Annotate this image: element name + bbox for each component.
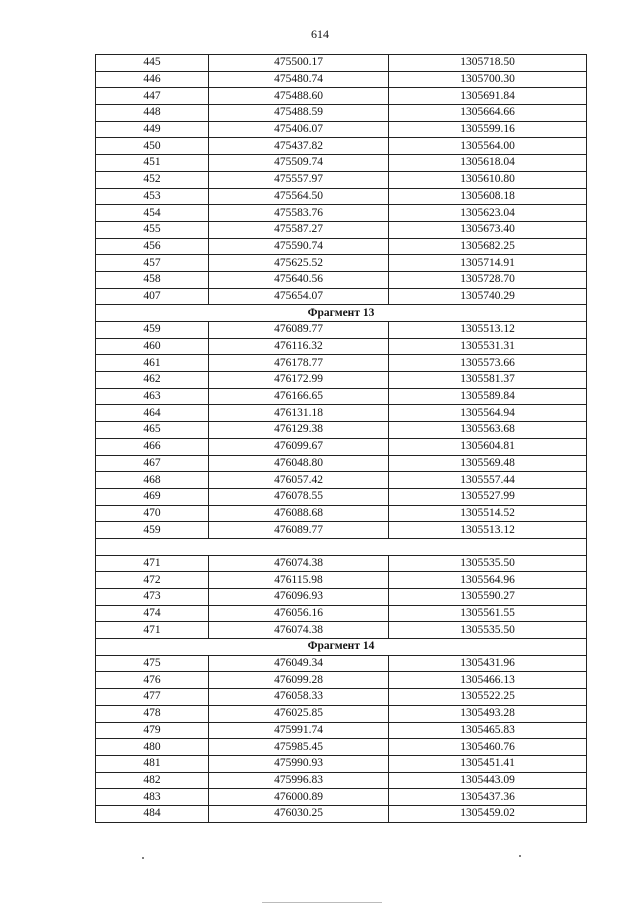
- x-coordinate-cell: 476049.34: [209, 655, 389, 672]
- scan-speck-left: [142, 857, 144, 859]
- y-coordinate-cell: 1305431.96: [389, 655, 587, 672]
- table-row: [96, 789, 587, 806]
- x-coordinate-cell: 476089.77: [209, 522, 389, 539]
- y-coordinate-cell: 1305522.25: [389, 689, 587, 706]
- x-coordinate-cell: 476166.65: [209, 388, 389, 405]
- x-coordinate-cell: 475583.76: [209, 205, 389, 222]
- y-coordinate-cell: 1305514.52: [389, 505, 587, 522]
- point-number-cell: 457: [96, 255, 209, 272]
- point-number-cell: 483: [96, 789, 209, 806]
- x-coordinate-cell: 475557.97: [209, 171, 389, 188]
- x-coordinate-cell: 475509.74: [209, 155, 389, 172]
- table-row: [96, 488, 587, 505]
- x-coordinate-cell: 475500.17: [209, 55, 389, 72]
- coordinates-table-body: [96, 55, 587, 823]
- y-coordinate-cell: 1305466.13: [389, 672, 587, 689]
- y-coordinate-cell: 1305561.55: [389, 605, 587, 622]
- fragment-header: Фрагмент 13: [96, 305, 587, 322]
- y-coordinate-cell: 1305599.16: [389, 121, 587, 138]
- y-coordinate-cell: 1305589.84: [389, 388, 587, 405]
- coordinates-table: [95, 54, 587, 823]
- point-number-cell: 468: [96, 472, 209, 489]
- point-number-cell: 471: [96, 555, 209, 572]
- x-coordinate-cell: 475590.74: [209, 238, 389, 255]
- y-coordinate-cell: 1305623.04: [389, 205, 587, 222]
- table-row: [96, 255, 587, 272]
- x-coordinate-cell: 476057.42: [209, 472, 389, 489]
- x-coordinate-cell: 476078.55: [209, 488, 389, 505]
- point-number-cell: 462: [96, 372, 209, 389]
- point-number-cell: 456: [96, 238, 209, 255]
- point-number-cell: 407: [96, 288, 209, 305]
- x-coordinate-cell: 475480.74: [209, 71, 389, 88]
- table-row: [96, 205, 587, 222]
- y-coordinate-cell: 1305493.28: [389, 705, 587, 722]
- table-row: [96, 88, 587, 105]
- table-row: [96, 171, 587, 188]
- y-coordinate-cell: 1305527.99: [389, 488, 587, 505]
- point-number-cell: 479: [96, 722, 209, 739]
- y-coordinate-cell: 1305563.68: [389, 422, 587, 439]
- y-coordinate-cell: 1305691.84: [389, 88, 587, 105]
- y-coordinate-cell: 1305535.50: [389, 622, 587, 639]
- x-coordinate-cell: 476000.89: [209, 789, 389, 806]
- point-number-cell: 475: [96, 655, 209, 672]
- point-number-cell: 482: [96, 772, 209, 789]
- point-number-cell: 454: [96, 205, 209, 222]
- y-coordinate-cell: 1305459.02: [389, 805, 587, 822]
- x-coordinate-cell: 475625.52: [209, 255, 389, 272]
- point-number-cell: 470: [96, 505, 209, 522]
- table-row: [96, 505, 587, 522]
- table-row: [96, 689, 587, 706]
- x-coordinate-cell: 476115.98: [209, 572, 389, 589]
- table-row: [96, 555, 587, 572]
- x-coordinate-cell: 476088.68: [209, 505, 389, 522]
- page-number: 614: [311, 27, 329, 41]
- point-number-cell: 467: [96, 455, 209, 472]
- x-coordinate-cell: 475990.93: [209, 755, 389, 772]
- point-number-cell: 453: [96, 188, 209, 205]
- y-coordinate-cell: 1305581.37: [389, 372, 587, 389]
- point-number-cell: 459: [96, 522, 209, 539]
- table-row: [96, 155, 587, 172]
- point-number-cell: 477: [96, 689, 209, 706]
- table-row: [96, 221, 587, 238]
- table-row: [96, 622, 587, 639]
- point-number-cell: 461: [96, 355, 209, 372]
- point-number-cell: 464: [96, 405, 209, 422]
- y-coordinate-cell: 1305564.00: [389, 138, 587, 155]
- point-number-cell: 474: [96, 605, 209, 622]
- table-row: [96, 739, 587, 756]
- y-coordinate-cell: 1305535.50: [389, 555, 587, 572]
- y-coordinate-cell: 1305564.96: [389, 572, 587, 589]
- table-row: [96, 105, 587, 122]
- y-coordinate-cell: 1305618.04: [389, 155, 587, 172]
- y-coordinate-cell: 1305728.70: [389, 271, 587, 288]
- y-coordinate-cell: 1305604.81: [389, 438, 587, 455]
- x-coordinate-cell: 476129.38: [209, 422, 389, 439]
- point-number-cell: 466: [96, 438, 209, 455]
- fragment-header: Фрагмент 14: [96, 639, 587, 656]
- x-coordinate-cell: 475488.60: [209, 88, 389, 105]
- point-number-cell: 449: [96, 121, 209, 138]
- table-row: [96, 355, 587, 372]
- table-row: [96, 238, 587, 255]
- table-row: [96, 589, 587, 606]
- y-coordinate-cell: 1305443.09: [389, 772, 587, 789]
- table-row: [96, 805, 587, 822]
- y-coordinate-cell: 1305714.91: [389, 255, 587, 272]
- y-coordinate-cell: 1305608.18: [389, 188, 587, 205]
- table-row: [96, 71, 587, 88]
- table-row: [96, 755, 587, 772]
- x-coordinate-cell: 475640.56: [209, 271, 389, 288]
- x-coordinate-cell: 476048.80: [209, 455, 389, 472]
- table-row: [96, 605, 587, 622]
- x-coordinate-cell: 476058.33: [209, 689, 389, 706]
- y-coordinate-cell: 1305460.76: [389, 739, 587, 756]
- table-row: [96, 55, 587, 72]
- x-coordinate-cell: 476172.99: [209, 372, 389, 389]
- table-row: [96, 121, 587, 138]
- y-coordinate-cell: 1305700.30: [389, 71, 587, 88]
- table-row: [96, 472, 587, 489]
- table-row: [96, 722, 587, 739]
- point-number-cell: 452: [96, 171, 209, 188]
- point-number-cell: 455: [96, 221, 209, 238]
- y-coordinate-cell: 1305740.29: [389, 288, 587, 305]
- y-coordinate-cell: 1305673.40: [389, 221, 587, 238]
- y-coordinate-cell: 1305573.66: [389, 355, 587, 372]
- table-row: [96, 438, 587, 455]
- y-coordinate-cell: 1305513.12: [389, 522, 587, 539]
- point-number-cell: 445: [96, 55, 209, 72]
- point-number-cell: 469: [96, 488, 209, 505]
- table-row: [96, 572, 587, 589]
- table-row: [96, 188, 587, 205]
- x-coordinate-cell: 475437.82: [209, 138, 389, 155]
- blank-separator: [96, 538, 587, 555]
- scan-artifact-line: [262, 902, 382, 903]
- point-number-cell: 478: [96, 705, 209, 722]
- point-number-cell: 459: [96, 322, 209, 339]
- point-number-cell: 463: [96, 388, 209, 405]
- table-row: [96, 372, 587, 389]
- table-row: [96, 405, 587, 422]
- point-number-cell: 481: [96, 755, 209, 772]
- table-row: [96, 522, 587, 539]
- point-number-cell: 446: [96, 71, 209, 88]
- x-coordinate-cell: 476074.38: [209, 622, 389, 639]
- y-coordinate-cell: 1305610.80: [389, 171, 587, 188]
- x-coordinate-cell: 476131.18: [209, 405, 389, 422]
- table-row: [96, 772, 587, 789]
- x-coordinate-cell: 475985.45: [209, 739, 389, 756]
- x-coordinate-cell: 476056.16: [209, 605, 389, 622]
- x-coordinate-cell: 475996.83: [209, 772, 389, 789]
- y-coordinate-cell: 1305465.83: [389, 722, 587, 739]
- x-coordinate-cell: 476178.77: [209, 355, 389, 372]
- point-number-cell: 458: [96, 271, 209, 288]
- y-coordinate-cell: 1305451.41: [389, 755, 587, 772]
- y-coordinate-cell: 1305531.31: [389, 338, 587, 355]
- blank-separator-row: [96, 538, 587, 555]
- point-number-cell: 472: [96, 572, 209, 589]
- point-number-cell: 480: [96, 739, 209, 756]
- point-number-cell: 460: [96, 338, 209, 355]
- table-row: [96, 388, 587, 405]
- table-row: [96, 655, 587, 672]
- table-row: [96, 455, 587, 472]
- x-coordinate-cell: 476116.32: [209, 338, 389, 355]
- point-number-cell: 447: [96, 88, 209, 105]
- y-coordinate-cell: 1305664.66: [389, 105, 587, 122]
- fragment-header-row: [96, 305, 587, 322]
- x-coordinate-cell: 476030.25: [209, 805, 389, 822]
- y-coordinate-cell: 1305590.27: [389, 589, 587, 606]
- table-row: [96, 322, 587, 339]
- x-coordinate-cell: 475991.74: [209, 722, 389, 739]
- fragment-header-row: [96, 639, 587, 656]
- y-coordinate-cell: 1305564.94: [389, 405, 587, 422]
- point-number-cell: 448: [96, 105, 209, 122]
- x-coordinate-cell: 476089.77: [209, 322, 389, 339]
- y-coordinate-cell: 1305569.48: [389, 455, 587, 472]
- point-number-cell: 451: [96, 155, 209, 172]
- y-coordinate-cell: 1305437.36: [389, 789, 587, 806]
- x-coordinate-cell: 476099.67: [209, 438, 389, 455]
- y-coordinate-cell: 1305718.50: [389, 55, 587, 72]
- table-row: [96, 705, 587, 722]
- table-row: [96, 138, 587, 155]
- x-coordinate-cell: 475564.50: [209, 188, 389, 205]
- x-coordinate-cell: 475587.27: [209, 221, 389, 238]
- x-coordinate-cell: 476099.28: [209, 672, 389, 689]
- x-coordinate-cell: 476025.85: [209, 705, 389, 722]
- x-coordinate-cell: 475406.07: [209, 121, 389, 138]
- point-number-cell: 471: [96, 622, 209, 639]
- point-number-cell: 450: [96, 138, 209, 155]
- y-coordinate-cell: 1305513.12: [389, 322, 587, 339]
- y-coordinate-cell: 1305557.44: [389, 472, 587, 489]
- table-row: [96, 672, 587, 689]
- table-row: [96, 271, 587, 288]
- point-number-cell: 484: [96, 805, 209, 822]
- point-number-cell: 465: [96, 422, 209, 439]
- x-coordinate-cell: 475488.59: [209, 105, 389, 122]
- x-coordinate-cell: 476096.93: [209, 589, 389, 606]
- table-row: [96, 288, 587, 305]
- table-row: [96, 422, 587, 439]
- x-coordinate-cell: 476074.38: [209, 555, 389, 572]
- table-row: [96, 338, 587, 355]
- point-number-cell: 473: [96, 589, 209, 606]
- y-coordinate-cell: 1305682.25: [389, 238, 587, 255]
- point-number-cell: 476: [96, 672, 209, 689]
- x-coordinate-cell: 475654.07: [209, 288, 389, 305]
- scan-speck-right: [519, 855, 521, 857]
